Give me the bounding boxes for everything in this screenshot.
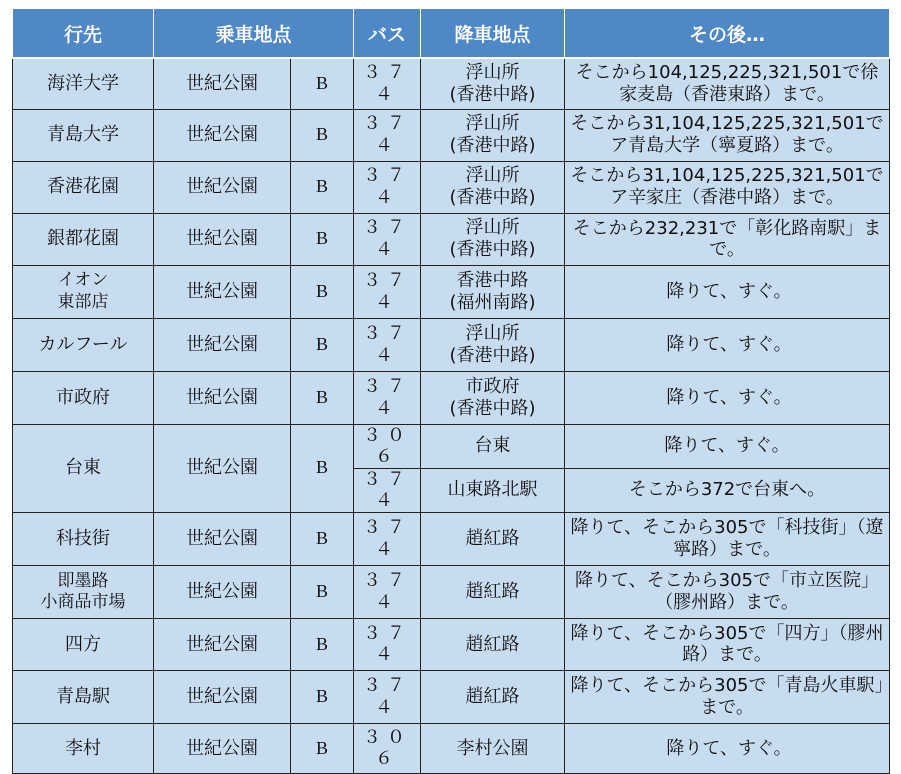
alight-stop: 浮山所 xyxy=(465,217,520,239)
stop-code-cell: B xyxy=(291,424,354,512)
destination-line-1: イオン xyxy=(57,270,109,291)
stop-code-cell: B xyxy=(291,371,354,424)
route-table xyxy=(12,8,890,774)
pickup-cell: 世紀公園 xyxy=(154,670,291,723)
destination-line-2: 小商品市場 xyxy=(40,591,126,612)
destination-cell: カルフール xyxy=(13,318,154,371)
alight-cell: 趙紅路 xyxy=(421,565,565,618)
header-destination: 行先 xyxy=(13,9,154,59)
bus-number-cell: ３７４ xyxy=(354,161,421,213)
alight-cell xyxy=(421,161,565,213)
after-cell: そこから232,231で「彰化路南駅」まで。 xyxy=(565,213,890,265)
stop-code-cell: B xyxy=(291,565,354,618)
alight-cell: 山東路北駅 xyxy=(421,468,565,512)
alight-cell: 趙紅路 xyxy=(421,618,565,670)
stop-code-cell: B xyxy=(291,318,354,371)
pickup-cell: 世紀公園 xyxy=(154,213,291,265)
stop-code-cell: B xyxy=(291,670,354,723)
after-cell: そこから31,104,125,225,321,501でア辛家庄（香港中路）まで。 xyxy=(565,161,890,213)
pickup-cell: 世紀公園 xyxy=(154,371,291,424)
alight-road: (香港中路) xyxy=(449,397,536,419)
table-row xyxy=(13,723,890,773)
alight-stop: 香港中路 xyxy=(456,269,529,291)
stop-code-cell: B xyxy=(291,723,354,773)
bus-number-cell: ３７４ xyxy=(354,670,421,723)
destination-cell: 李村 xyxy=(13,723,154,773)
table-row xyxy=(13,58,890,109)
after-cell: 降りて、すぐ。 xyxy=(565,371,890,424)
after-cell: 降りて、そこから305で「市立医院」（膠州路）まで。 xyxy=(565,565,890,618)
bus-number-cell: ３７４ xyxy=(354,512,421,565)
table-row xyxy=(13,161,890,213)
header-alight: 降車地点 xyxy=(421,9,565,59)
table-row xyxy=(13,512,890,565)
stop-code-cell: B xyxy=(291,265,354,318)
destination-cell: 青島駅 xyxy=(13,670,154,723)
alight-stop: 市政府 xyxy=(465,375,520,397)
pickup-cell: 世紀公園 xyxy=(154,565,291,618)
alight-cell xyxy=(421,265,565,318)
destination-cell: 青島大学 xyxy=(13,109,154,161)
bus-number-cell: ３７４ xyxy=(354,58,421,109)
header-after: その後… xyxy=(565,9,890,59)
pickup-cell: 世紀公園 xyxy=(154,109,291,161)
pickup-cell: 世紀公園 xyxy=(154,424,291,512)
alight-stop: 浮山所 xyxy=(465,62,520,84)
alight-cell: 李村公園 xyxy=(421,723,565,773)
stop-code-cell: B xyxy=(291,161,354,213)
bus-number-cell: ３７４ xyxy=(354,265,421,318)
header-pickup: 乗車地点 xyxy=(154,9,354,59)
after-cell: 降りて、そこから305で「青島火車駅」まで。 xyxy=(565,670,890,723)
pickup-cell: 世紀公園 xyxy=(154,265,291,318)
bus-number-cell: ３０６ xyxy=(354,723,421,773)
bus-number-cell: ３７４ xyxy=(354,213,421,265)
alight-road: (香港中路) xyxy=(449,83,536,105)
bus-number-cell: ３７４ xyxy=(354,371,421,424)
alight-stop: 浮山所 xyxy=(465,165,520,187)
destination-cell xyxy=(13,565,154,618)
alight-road: (福州南路) xyxy=(449,291,536,313)
alight-cell: 趙紅路 xyxy=(421,512,565,565)
bus-number-cell: ３７４ xyxy=(354,468,421,512)
table-row xyxy=(13,265,890,318)
alight-road: (香港中路) xyxy=(449,239,536,260)
pickup-cell: 世紀公園 xyxy=(154,58,291,109)
after-cell: 降りて、すぐ。 xyxy=(565,424,890,468)
bus-number-cell: ３７４ xyxy=(354,565,421,618)
stop-code-cell: B xyxy=(291,512,354,565)
after-cell: 降りて、すぐ。 xyxy=(565,318,890,371)
pickup-cell: 世紀公園 xyxy=(154,618,291,670)
alight-cell xyxy=(421,318,565,371)
table-row xyxy=(13,109,890,161)
table-row xyxy=(13,213,890,265)
destination-cell xyxy=(13,265,154,318)
stop-code-cell: B xyxy=(291,109,354,161)
alight-cell: 台東 xyxy=(421,424,565,468)
pickup-cell: 世紀公園 xyxy=(154,318,291,371)
destination-cell: 市政府 xyxy=(13,371,154,424)
table-row xyxy=(13,565,890,618)
alight-stop: 浮山所 xyxy=(465,322,520,344)
after-cell: そこから104,125,225,321,501で徐家麦島（香港東路）まで。 xyxy=(565,58,890,109)
alight-road: (香港中路) xyxy=(449,187,536,208)
alight-cell xyxy=(421,109,565,161)
table-row xyxy=(13,371,890,424)
after-cell: そこから372で台東へ。 xyxy=(565,468,890,512)
after-cell: 降りて、そこから305で「科技街」（遼寧路）まで。 xyxy=(565,512,890,565)
table-row xyxy=(13,424,890,468)
stop-code-cell: B xyxy=(291,213,354,265)
header-bus: バス xyxy=(354,9,421,59)
alight-cell xyxy=(421,213,565,265)
after-cell: 降りて、そこから305で「四方」（膠州路）まで。 xyxy=(565,618,890,670)
pickup-cell: 世紀公園 xyxy=(154,161,291,213)
destination-cell: 科技街 xyxy=(13,512,154,565)
destination-cell: 香港花園 xyxy=(13,161,154,213)
destination-cell: 銀都花園 xyxy=(13,213,154,265)
alight-road: (香港中路) xyxy=(449,344,536,366)
destination-line-2: 東部店 xyxy=(57,291,109,312)
alight-stop: 浮山所 xyxy=(465,113,520,135)
bus-number-cell: ３７４ xyxy=(354,618,421,670)
header-row xyxy=(13,9,890,59)
alight-cell xyxy=(421,371,565,424)
bus-number-cell: ３７４ xyxy=(354,318,421,371)
destination-cell: 四方 xyxy=(13,618,154,670)
alight-road: (香港中路) xyxy=(449,135,536,156)
alight-cell: 趙紅路 xyxy=(421,670,565,723)
after-cell: 降りて、すぐ。 xyxy=(565,265,890,318)
alight-cell xyxy=(421,58,565,109)
bus-number-cell: ３７４ xyxy=(354,109,421,161)
pickup-cell: 世紀公園 xyxy=(154,723,291,773)
table-row xyxy=(13,318,890,371)
pickup-cell: 世紀公園 xyxy=(154,512,291,565)
stop-code-cell: B xyxy=(291,58,354,109)
destination-cell: 海洋大学 xyxy=(13,58,154,109)
destination-line-1: 即墨路 xyxy=(57,570,109,591)
after-cell: そこから31,104,125,225,321,501でア青島大学（寧夏路）まで。 xyxy=(565,109,890,161)
destination-cell: 台東 xyxy=(13,424,154,512)
table-row xyxy=(13,618,890,670)
after-cell: 降りて、すぐ。 xyxy=(565,723,890,773)
stop-code-cell: B xyxy=(291,618,354,670)
bus-number-cell: ３０６ xyxy=(354,424,421,468)
table-row xyxy=(13,670,890,723)
